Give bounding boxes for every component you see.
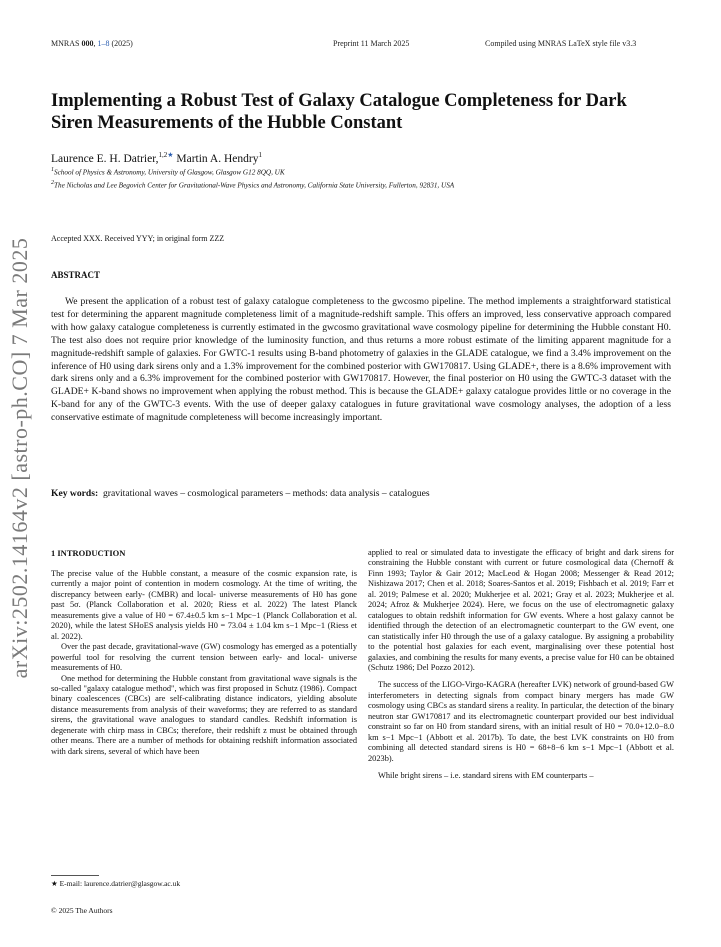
arxiv-stamp (0, 0, 40, 947)
paper-title: Implementing a Robust Test of Galaxy Catalogue Completeness for Dark Siren Measurements of the Hubble Constant (51, 91, 627, 133)
preprint-date: Preprint 11 March 2025 (333, 39, 410, 48)
author-list: Laurence E. H. Datrier,$^{1,2★}$ Martin A. Hendry$^1$ (51, 151, 262, 165)
abstract-text: We present the application of a robust test of galaxy catalogue completeness to the gwcosmo pipeline. The method implements a straightforward statistical test for determining the apparent magnitude completeness limit of a magnitude-redshift sample. This offers an improved, less conservative approach compared with how galaxy catalogue completeness is currently estimated in the gwcosmo gravitational wave cosmology pipeline for determining the Hubble constant H0. The test also does not require prior knowledge of the luminosity function, and thus returns a more robust estimate of the limiting apparent magnitude for a magnitude-redshift sample of galaxies. For GWTC-1 results using B-band photometry of galaxies in the GLADE catalogue, we find a 3.4% improvement on the inference of H0 using dark sirens only and a 1.3% improvement for the combined posterior with GW170817. Using GLADE+, there is a 8.6% improvement with dark sirens only and a 6.3% improvement for the combined posterior with GW170817. However, the final posterior on H0 using the GWTC-3 dataset with the GLADE+ K-band shows no improvement when applying the robust method. This is because the GLADE+ galaxy catalogue provides little or no coverage in the K-band for any of the GWTC-3 events. With the use of deeper galaxy catalogues in future gravitational wave cosmology analyses, the adoption of a less conservative estimate of magnitude completeness will become increasingly important. (51, 296, 671, 424)
received-note: Accepted XXX. Received YYY; in original form ZZZ (51, 234, 225, 243)
journal-reference: MNRAS 000, 1–8 (2025) (51, 39, 133, 48)
paragraph: Over the past decade, gravitational-wave (GW) cosmology has emerged as a potentially powerful tool for resolving the current tension between early- and local- universe measurements of H0. (51, 642, 357, 673)
affiliation-2: $^2$The Nicholas and Lee Begovich Center for Gravitational-Wave Physics and Astronomy, California State University, Fullerton, 92831, USA (51, 180, 455, 190)
paragraph: While bright sirens – i.e. standard sirens with EM counterparts – (378, 771, 594, 781)
left-column (51, 569, 357, 757)
right-column (368, 548, 674, 782)
page-range-link[interactable]: 1–8 (97, 39, 110, 48)
footnote-rule (51, 875, 99, 876)
section-heading-introduction: 1 INTRODUCTION (51, 548, 126, 558)
paragraph: One method for determining the Hubble constant from gravitational wave signals is the so-called "galaxy catalogue method", which was first proposed in Schutz (1986). Compact binary coalescences (CBCs) are self-calibrating distance indicators, yielding absolute distance measurements from analysis of their waveforms; they are referred to as standard sirens, the gravitational wave analogues to standard candles. Redshift information is degenerate with chirp mass in CBCs; therefore, their redshift z must be obtained through other means. There are a number of methods for obtaining redshift information associated with dark sirens, several of which have been (51, 673, 357, 756)
paragraph: applied to real or simulated data to investigate the efficacy of bright and dark sirens for constraining the Hubble constant with current or future cosmological data (Chernoff & Finn 1993; Taylor & Gair 2012; MacLeod & Hogan 2008; Messenger & Read 2012; Nishizawa 2017; Chen et al. 2018; Soares-Santos et al. 2019; Fishbach et al. 2019; Farr et al. 2019; Palmese et al. 2020; Mukherjee et al. 2021; Gray et al. 2023; Mukherjee et al. 2024; Afroz & Mukherjee 2024). Here, we focus on the use of electromagnetic galaxy catalogues to obtain redshift information for GW events. Where a host galaxy cannot be identified through the detection of an electromagnetic counterpart to the GW event, one can statistically infer H0 through the use of a galaxy catalogue. By assigning a probability to the potential host galaxies for each event, marginalising over these potential host galaxies, and combining the results for many events, a precise value for H0 can be obtained (Schutz 1986; Del Pozzo 2012). (368, 548, 674, 672)
abstract-heading: ABSTRACT (51, 270, 101, 280)
paragraph: The success of the LIGO-Virgo-KAGRA (hereafter LVK) network of ground-based GW interferometers in detecting signals from compact binary mergers has made GW cosmology using CBCs as standard sirens a reality. In particular, the detection of the binary neutron star GW170817 and its electromagnetic counterpart provided our best individual constraint so far on H0 from standard sirens, with an initial result of H0 = 70.0+12.0−8.0 km s−1 Mpc−1 (Abbott et al. 2017b). To date, the best LVK constraints on H0 from combining all detected standard sirens is H0 = 68+8−6 km s−1 Mpc−1 (Abbott et al. 2023b). (368, 680, 674, 763)
compiled-note: Compiled using MNRAS LaTeX style file v3.3 (485, 39, 637, 48)
footnote-email: ★ E-mail: laurence.datrier@glasgow.ac.uk (51, 879, 181, 888)
corresponding-author-star[interactable]: ★ (167, 151, 174, 159)
paragraph: The precise value of the Hubble constant, a measure of the cosmic expansion rate, is currently a major point of contention in modern cosmology. At the time of writing, the discrepancy between early- (CMBR) and local- universe measurements of H0 has gone past 5σ. (Planck Collaboration et al. 2020; Riess et al. 2022) The latest Planck measurements give a value of H0 = 67.4±0.5 km s−1 Mpc−1 (Planck Collaboration et al. 2020), while the latest SHoES analysis yields H0 = 73.04 ± 1.04 km s−1 Mpc−1 (Riess et al. 2022). (51, 569, 357, 641)
affiliation-1: $^1$School of Physics & Astronomy, University of Glasgow, Glasgow G12 8QQ, UK (51, 167, 285, 177)
keywords: Key words: gravitational waves – cosmological parameters – methods: data analysis – catalogues (51, 488, 430, 499)
arxiv-identifier: arXiv:2502.14164v2 [astro-ph.CO] 7 Mar 2025 (7, 237, 32, 679)
copyright: © 2025 The Authors (51, 906, 113, 915)
